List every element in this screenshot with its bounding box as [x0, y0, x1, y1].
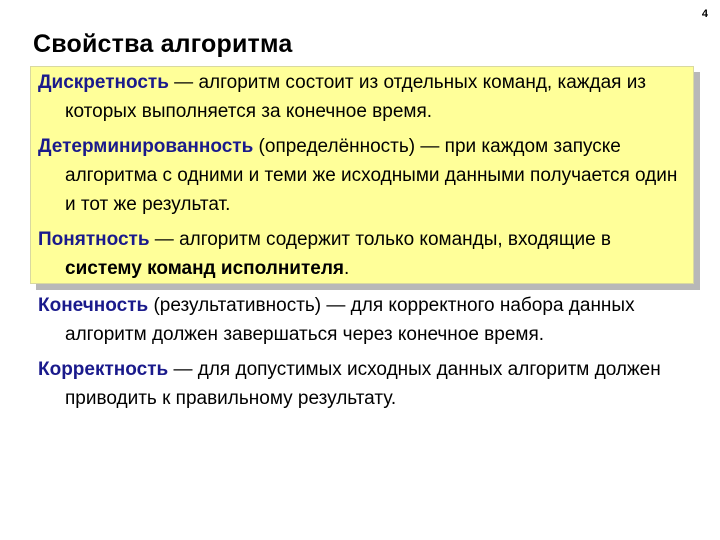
page-number: 4	[701, 8, 708, 20]
property-term: Дискретность	[38, 72, 169, 93]
property-understandability	[38, 225, 693, 283]
property-description: (результативность) — для корректного набора данных алгоритм должен завершаться через конечное время.	[65, 295, 635, 345]
slide-title: Свойства алгоритма	[33, 30, 293, 58]
properties-list	[38, 291, 693, 419]
property-term: Корректность	[38, 359, 169, 380]
highlighted-properties-list	[38, 68, 693, 289]
property-discreteness	[38, 68, 693, 126]
property-description: — алгоритм состоит из отдельных команд, каждая из которых выполняется за конечное время.	[65, 72, 647, 122]
property-correctness	[38, 355, 693, 413]
property-emphasis: систему команд исполнителя	[65, 258, 344, 279]
property-tail: .	[344, 258, 350, 279]
property-description: — алгоритм содержит только команды, входящие в	[149, 229, 612, 250]
property-description: — для допустимых исходных данных алгоритм должен приводить к правильному результату.	[65, 359, 661, 409]
property-term: Детерминированность	[38, 136, 254, 157]
property-determinism	[38, 132, 693, 219]
property-finiteness	[38, 291, 693, 349]
property-term: Конечность	[38, 295, 149, 316]
property-term: Понятность	[38, 229, 150, 250]
property-description: (определённость) — при каждом запуске алгоритма с одними и теми же исходными данными получается один и тот же результат.	[65, 136, 678, 215]
